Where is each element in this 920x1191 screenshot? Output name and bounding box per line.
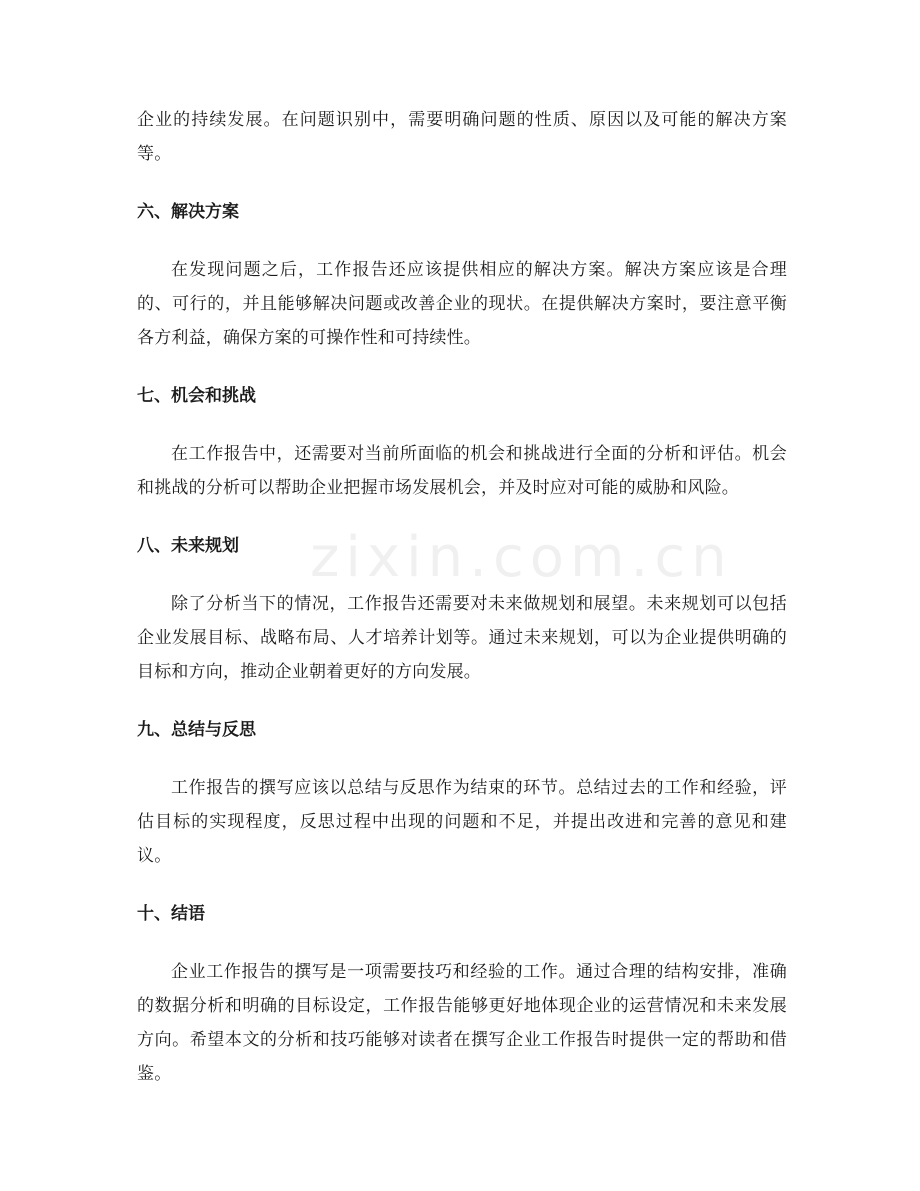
section-heading-solutions: 六、解决方案 [137, 202, 239, 222]
section-body-opportunities: 在工作报告中，还需要对当前所面临的机会和挑战进行全面的分析和评估。机会和挑战的分析可以帮助企业把握市场发展机会，并及时应对可能的威胁和风险。 [137, 444, 787, 498]
section-heading-conclusion: 十、结语 [137, 904, 205, 924]
section-heading-future-plan: 八、未来规划 [137, 536, 239, 556]
watermark: zixin.com.cn [310, 525, 733, 590]
section-body-future-plan: 除了分析当下的情况，工作报告还需要对未来做规划和展望。未来规划可以包括企业发展目标、战略布局、人才培养计划等。通过未来规划，可以为企业提供明确的目标和方向，推动企业朝着更好的方向发展。 [137, 594, 787, 682]
section-body-solutions: 在发现问题之后，工作报告还应该提供相应的解决方案。解决方案应该是合理的、可行的，并且能够解决问题或改善企业的现状。在提供解决方案时，要注意平衡各方利益，确保方案的可操作性和可持续性。 [137, 260, 787, 348]
intro-paragraph: 企业的持续发展。在问题识别中，需要明确问题的性质、原因以及可能的解决方案等。 [137, 110, 787, 164]
section-body-summary: 工作报告的撰写应该以总结与反思作为结束的环节。总结过去的工作和经验，评估目标的实现程度，反思过程中出现的问题和不足，并提出改进和完善的意见和建议。 [137, 778, 787, 866]
section-heading-summary: 九、总结与反思 [137, 720, 256, 740]
section-heading-opportunities: 七、机会和挑战 [137, 386, 256, 406]
section-body-conclusion: 企业工作报告的撰写是一项需要技巧和经验的工作。通过合理的结构安排，准确的数据分析和明确的目标设定，工作报告能够更好地体现企业的运营情况和未来发展方向。希望本文的分析和技巧能够对读者在撰写企业工作报告时提供一定的帮助和借鉴。 [137, 962, 787, 1084]
document-body [137, 103, 787, 1091]
